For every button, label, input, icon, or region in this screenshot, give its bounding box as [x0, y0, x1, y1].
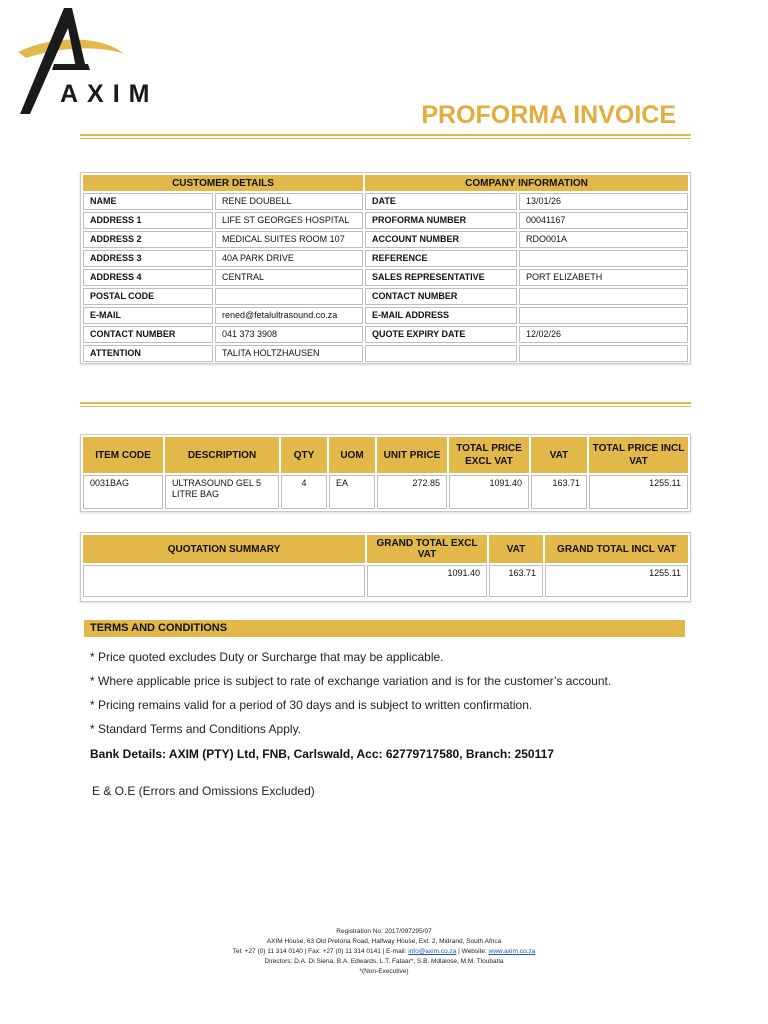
- errors-omissions-note: E & O.E (Errors and Omissions Excluded): [92, 784, 315, 798]
- quotation-summary-table: [81, 533, 690, 599]
- customer-label: ATTENTION: [83, 345, 213, 362]
- customer-label: NAME: [83, 193, 213, 210]
- term-line: * Pricing remains valid for a period of 30 days and is subject to written confirmation.: [90, 698, 533, 712]
- term-line: * Standard Terms and Conditions Apply.: [90, 722, 302, 736]
- item-vat: 163.71: [531, 475, 587, 509]
- column-header-uom: UOM: [329, 437, 375, 473]
- company-information-header: COMPANY INFORMATION: [365, 175, 688, 191]
- customer-details-header: CUSTOMER DETAILS: [83, 175, 363, 191]
- customer-value: 40A PARK DRIVE: [215, 250, 363, 267]
- document-title: PROFORMA INVOICE: [421, 101, 676, 129]
- company-value: 00041167: [519, 212, 688, 229]
- customer-label: ADDRESS 4: [83, 269, 213, 286]
- item-total-excl-vat: 1091.40: [449, 475, 529, 509]
- footer-address: AXIM House, 63 Old Pretoria Road, Halfway House, Ext. 2, Midrand, South Africa: [266, 938, 502, 945]
- company-value: [519, 345, 688, 362]
- column-header-qty: QTY: [281, 437, 327, 473]
- company-label: [365, 345, 517, 362]
- company-value: [519, 250, 688, 267]
- table-row: [83, 475, 688, 509]
- footer-contact: [0, 947, 768, 957]
- company-value: PORT ELIZABETH: [519, 269, 688, 286]
- footer-website-link[interactable]: www.axim.co.za: [488, 948, 536, 955]
- line-items-table: [81, 435, 690, 511]
- customer-value: LIFE ST GEORGES HOSPITAL: [215, 212, 363, 229]
- summary-header-row: [83, 535, 688, 563]
- footer-registration: Registration No: 2017/097295/07: [336, 928, 432, 935]
- table-row: [83, 193, 688, 210]
- customer-value: RENE DOUBELL: [215, 193, 363, 210]
- summary-vat-header: VAT: [489, 535, 543, 563]
- grand-total-excl-vat-header: GRAND TOTAL EXCL VAT: [367, 535, 487, 563]
- company-label: QUOTE EXPIRY DATE: [365, 326, 517, 343]
- table-row: [83, 269, 688, 286]
- customer-label: CONTACT NUMBER: [83, 326, 213, 343]
- company-value: 12/02/26: [519, 326, 688, 343]
- company-value: 13/01/26: [519, 193, 688, 210]
- table-row: [83, 345, 688, 362]
- customer-label: E-MAIL: [83, 307, 213, 324]
- item-qty: 4: [281, 475, 327, 509]
- customer-label: POSTAL CODE: [83, 288, 213, 305]
- table-row: [83, 212, 688, 229]
- section-divider: [80, 402, 691, 404]
- details-header-row: [83, 175, 688, 191]
- item-unit-price: 272.85: [377, 475, 447, 509]
- table-row: [83, 565, 688, 597]
- company-label: DATE: [365, 193, 517, 210]
- line-items-header-row: [83, 437, 688, 473]
- company-label: REFERENCE: [365, 250, 517, 267]
- title-divider-thin: [80, 138, 691, 139]
- item-code: 0031BAG: [83, 475, 163, 509]
- customer-label: ADDRESS 2: [83, 231, 213, 248]
- footer-email-link[interactable]: info@axim.co.za: [408, 948, 457, 955]
- term-line: * Price quoted excludes Duty or Surcharge that may be applicable.: [90, 650, 444, 664]
- table-row: [83, 307, 688, 324]
- column-header-description: DESCRIPTION: [165, 437, 279, 473]
- customer-value: 041 373 3908: [215, 326, 363, 343]
- summary-notes: [83, 565, 365, 597]
- section-divider-thin: [80, 406, 691, 407]
- table-row: [83, 231, 688, 248]
- item-total-incl-vat: 1255.11: [589, 475, 688, 509]
- company-label: ACCOUNT NUMBER: [365, 231, 517, 248]
- bank-details: Bank Details: AXIM (PTY) Ltd, FNB, Carlswald, Acc: 62779717580, Branch: 250117: [90, 747, 554, 761]
- table-row: [83, 288, 688, 305]
- terms-header: TERMS AND CONDITIONS: [84, 620, 685, 637]
- customer-label: ADDRESS 3: [83, 250, 213, 267]
- footer-contact-text: Tel: +27 (0) 11 314 0140 | Fax: +27 (0) 11 314 0141 | E-mail:: [232, 948, 409, 955]
- axim-logo: [14, 6, 174, 118]
- details-table: [81, 173, 690, 364]
- company-label: PROFORMA NUMBER: [365, 212, 517, 229]
- grand-total-incl-vat: 1255.11: [545, 565, 688, 597]
- grand-total-incl-vat-header: GRAND TOTAL INCL VAT: [545, 535, 688, 563]
- item-description: ULTRASOUND GEL 5 LITRE BAG: [165, 475, 279, 509]
- table-row: [83, 250, 688, 267]
- company-label: E-MAIL ADDRESS: [365, 307, 517, 324]
- company-label: SALES REPRESENTATIVE: [365, 269, 517, 286]
- customer-value: MEDICAL SUITES ROOM 107: [215, 231, 363, 248]
- footer: [0, 927, 768, 977]
- table-row: [83, 326, 688, 343]
- column-header-total-excl-vat: TOTAL PRICE EXCL VAT: [449, 437, 529, 473]
- item-uom: EA: [329, 475, 375, 509]
- logo-wordmark: AXIM: [60, 80, 159, 108]
- column-header-unit-price: UNIT PRICE: [377, 437, 447, 473]
- grand-total-excl-vat: 1091.40: [367, 565, 487, 597]
- customer-value: [215, 288, 363, 305]
- customer-value: rened@fetalultrasound.co.za: [215, 307, 363, 324]
- summary-vat: 163.71: [489, 565, 543, 597]
- footer-non-executive-note: *(Non-Executive): [359, 968, 409, 975]
- details-panel: [80, 172, 691, 364]
- title-divider: [80, 134, 691, 136]
- column-header-vat: VAT: [531, 437, 587, 473]
- company-value: RDO001A: [519, 231, 688, 248]
- column-header-total-incl-vat: TOTAL PRICE INCL VAT: [589, 437, 688, 473]
- quotation-summary-header: QUOTATION SUMMARY: [83, 535, 365, 563]
- line-items-panel: [80, 434, 691, 512]
- company-label: CONTACT NUMBER: [365, 288, 517, 305]
- footer-directors: Directors: D.A. Di Siena, B.A. Edwards, L.T. Fataar*, S.B. Mdlalose, M.M. Tloubatla: [264, 958, 504, 965]
- customer-value: CENTRAL: [215, 269, 363, 286]
- customer-label: ADDRESS 1: [83, 212, 213, 229]
- footer-website-label: | Website:: [456, 948, 489, 955]
- company-value: [519, 288, 688, 305]
- quotation-summary-panel: [80, 532, 691, 602]
- term-line: * Where applicable price is subject to rate of exchange variation and is for the customer’s account.: [90, 674, 612, 688]
- company-value: [519, 307, 688, 324]
- customer-value: TALITA HOLTZHAUSEN: [215, 345, 363, 362]
- column-header-item-code: ITEM CODE: [83, 437, 163, 473]
